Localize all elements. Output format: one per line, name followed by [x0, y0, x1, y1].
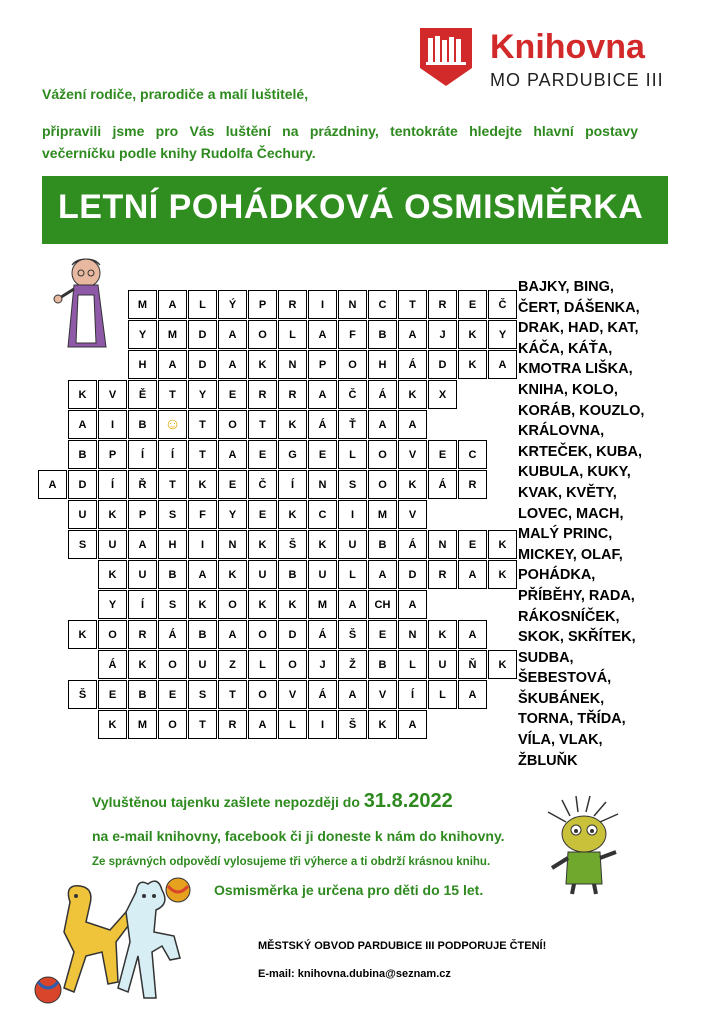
grid-cell: M — [158, 320, 187, 349]
word-list-item: PŘÍBĚHY, RADA, — [518, 587, 635, 604]
grid-cell: Á — [398, 530, 427, 559]
grid-cell: N — [308, 470, 337, 499]
grid-cell: V — [98, 380, 127, 409]
grid-cell: Ť — [338, 410, 367, 439]
grid-cell: T — [248, 410, 277, 439]
word-list-item: KVAK, KVĚTY, — [518, 484, 617, 501]
grid-cell: A — [458, 620, 487, 649]
grid-cell: K — [68, 620, 97, 649]
grid-cell: H — [128, 350, 157, 379]
grid-cell: CH — [368, 590, 397, 619]
word-list-item: SKOK, SKŘÍTEK, — [518, 629, 636, 646]
grid-cell: J — [308, 650, 337, 679]
word-list-item: MICKEY, OLAF, — [518, 546, 623, 563]
grid-cell: T — [188, 440, 217, 469]
word-list-item: KORÁB, KOUZLO, — [518, 402, 645, 419]
grid-cell: N — [398, 620, 427, 649]
grid-cell: L — [428, 680, 457, 709]
word-list-item: KRTEČEK, KUBA, — [518, 443, 643, 460]
grid-cell: D — [428, 350, 457, 379]
grid-cell: V — [398, 500, 427, 529]
grid-cell: Á — [158, 620, 187, 649]
grid-cell: U — [248, 560, 277, 589]
grid-cell: C — [368, 290, 397, 319]
grid-cell: Č — [248, 470, 277, 499]
grid-cell: K — [188, 470, 217, 499]
grid-cell: R — [218, 710, 247, 739]
grid-cell: C — [458, 440, 487, 469]
grid-cell: Á — [398, 350, 427, 379]
grid-cell: K — [248, 590, 277, 619]
grid-cell: O — [158, 710, 187, 739]
grid-cell: O — [98, 620, 127, 649]
library-subtitle: MO PARDUBICE III — [490, 70, 664, 90]
grid-cell: A — [398, 590, 427, 619]
grid-cell: E — [218, 380, 247, 409]
grid-cell: K — [488, 530, 517, 559]
grid-cell: A — [218, 440, 247, 469]
grid-cell: P — [248, 290, 277, 319]
grid-cell: Č — [338, 380, 367, 409]
grid-cell: B — [368, 530, 397, 559]
grid-cell: Á — [308, 410, 337, 439]
deadline-date: 31.8.2022 — [363, 790, 453, 812]
grid-cell: Ř — [128, 470, 157, 499]
grid-cell: Ě — [128, 380, 157, 409]
grid-cell: Č — [488, 290, 517, 319]
grid-cell: A — [188, 560, 217, 589]
grid-cell: A — [38, 470, 67, 499]
grid-cell: U — [98, 530, 127, 559]
grid-cell: K — [398, 380, 427, 409]
grid-cell: K — [458, 320, 487, 349]
grid-cell: S — [158, 500, 187, 529]
grid-cell: T — [158, 380, 187, 409]
grid-cell: Á — [308, 680, 337, 709]
grid-cell: Š — [68, 680, 97, 709]
grid-cell: L — [338, 440, 367, 469]
deadline-text: Vyluštěnou tajenku zašlete nepozději do — [92, 794, 360, 810]
grid-cell: Y — [188, 380, 217, 409]
grid-cell: A — [338, 590, 367, 619]
grid-cell: Í — [98, 470, 127, 499]
creature-illustration — [540, 796, 628, 896]
grid-cell: Z — [218, 650, 247, 679]
grid-cell: S — [338, 470, 367, 499]
grid-cell: K — [278, 500, 307, 529]
grid-cell: O — [368, 440, 397, 469]
grid-cell: A — [308, 380, 337, 409]
grid-cell: E — [158, 680, 187, 709]
grid-cell: K — [488, 560, 517, 589]
title-banner — [42, 176, 668, 244]
grid-cell: Í — [128, 590, 157, 619]
word-list-item: RÁKOSNÍČEK, — [518, 608, 620, 625]
grid-cell: Á — [428, 470, 457, 499]
word-list-item: ČERT, DÁŠENKA, — [518, 299, 640, 316]
grid-cell: K — [98, 710, 127, 739]
grid-cell: T — [188, 410, 217, 439]
grid-cell: Í — [278, 470, 307, 499]
grid-cell: P — [128, 500, 157, 529]
grid-cell: O — [248, 320, 277, 349]
grid-cell: I — [308, 290, 337, 319]
grid-cell: B — [158, 560, 187, 589]
grid-cell: U — [428, 650, 457, 679]
grid-cell: H — [368, 350, 397, 379]
grid-cell: X — [428, 380, 457, 409]
page-title: LETNÍ POHÁDKOVÁ OSMISMĚRKA — [58, 188, 644, 226]
grid-cell: U — [188, 650, 217, 679]
grid-cell: R — [128, 620, 157, 649]
contact-email[interactable]: E-mail: knihovna.dubina@seznam.cz — [258, 968, 451, 980]
grid-cell: Ý — [218, 290, 247, 319]
grid-cell: A — [128, 530, 157, 559]
grid-cell: O — [248, 680, 277, 709]
grid-cell: T — [158, 470, 187, 499]
library-logo-icon — [420, 28, 472, 86]
word-list-item: SUDBA, — [518, 649, 574, 666]
word-list-item: KMOTRA LIŠKA, — [518, 361, 633, 378]
grid-cell: B — [128, 410, 157, 439]
grid-cell: S — [188, 680, 217, 709]
age-line: Osmisměrka je určena pro děti do 15 let. — [214, 882, 484, 898]
grid-cell: I — [338, 500, 367, 529]
grid-cell: S — [68, 530, 97, 559]
grid-cell: M — [128, 290, 157, 319]
grid-cell: Á — [368, 380, 397, 409]
grid-cell: S — [158, 590, 187, 619]
grid-cell: G — [278, 440, 307, 469]
grid-cell: O — [248, 620, 277, 649]
word-list-item: KÁČA, KÁŤA, — [518, 340, 613, 357]
grid-cell: I — [98, 410, 127, 439]
grid-cell: K — [308, 530, 337, 559]
word-list-item: POHÁDKA, — [518, 567, 596, 584]
grid-cell: N — [218, 530, 247, 559]
grid-cell: O — [218, 590, 247, 619]
grid-cell: O — [218, 410, 247, 439]
word-list-item: KRÁLOVNA, — [518, 423, 605, 440]
grid-cell: V — [278, 680, 307, 709]
grid-cell: Á — [308, 620, 337, 649]
grid-cell: A — [68, 410, 97, 439]
grid-cell: K — [188, 590, 217, 619]
grid-cell: K — [98, 560, 127, 589]
grid-cell: E — [218, 470, 247, 499]
grid-cell: K — [248, 530, 277, 559]
grid-cell: A — [368, 560, 397, 589]
grid-cell: Y — [98, 590, 127, 619]
grid-cell: A — [218, 350, 247, 379]
grid-cell: N — [428, 530, 457, 559]
grid-cell: D — [68, 470, 97, 499]
grid-cell: H — [158, 530, 187, 559]
grid-cell: B — [368, 650, 397, 679]
grid-cell: A — [308, 320, 337, 349]
grid-cell: B — [68, 440, 97, 469]
word-list-item: MALÝ PRINC, — [518, 526, 613, 543]
intro-text: připravili jsme pro Vás luštění na prázdniny, tentokráte hledejte hlavní postavy večerníčku podle knihy Rudolfa Čechury. — [42, 123, 638, 161]
grid-cell: U — [68, 500, 97, 529]
grid-cell: Y — [218, 500, 247, 529]
grid-cell: A — [218, 620, 247, 649]
grid-cell: M — [368, 500, 397, 529]
grid-cell: A — [248, 710, 277, 739]
grid-cell: R — [428, 290, 457, 319]
grid-cell: Ž — [338, 650, 367, 679]
grid-cell: Í — [158, 440, 187, 469]
grid-cell: E — [428, 440, 457, 469]
grid-cell: Y — [128, 320, 157, 349]
grid-cell: K — [128, 650, 157, 679]
grid-cell: B — [128, 680, 157, 709]
grid-cell: O — [158, 650, 187, 679]
grid-cell: L — [278, 710, 307, 739]
grid-cell: K — [98, 500, 127, 529]
prize-line: Ze správných odpovědí vylosujeme tři výherce a ti obdrží krásnou knihu. — [92, 856, 491, 868]
submission-line: na e-mail knihovny, facebook či ji doneste k nám do knihovny. — [92, 828, 505, 844]
grid-cell: A — [338, 680, 367, 709]
grid-cell: P — [308, 350, 337, 379]
grid-cell: E — [98, 680, 127, 709]
deadline-line — [92, 790, 453, 813]
grid-cell: A — [458, 680, 487, 709]
grid-cell: L — [188, 290, 217, 319]
grid-cell: L — [278, 320, 307, 349]
grid-cell: R — [248, 380, 277, 409]
grid-cell: D — [188, 350, 217, 379]
grid-cell: E — [368, 620, 397, 649]
grid-cell: U — [128, 560, 157, 589]
word-list-item: KNIHA, KOLO, — [518, 381, 618, 398]
support-statement: MĚSTSKÝ OBVOD PARDUBICE III PODPORUJE ČTENÍ! — [258, 940, 547, 952]
grid-cell: M — [128, 710, 157, 739]
grid-cell: D — [398, 560, 427, 589]
grid-cell: K — [218, 560, 247, 589]
grid-cell: Í — [128, 440, 157, 469]
grid-cell: L — [398, 650, 427, 679]
grid-cell: U — [338, 530, 367, 559]
grid-cell: Š — [278, 530, 307, 559]
grid-cell: R — [278, 380, 307, 409]
grid-cell: Á — [98, 650, 127, 679]
grid-cell: O — [338, 350, 367, 379]
word-list-item: TORNA, TŘÍDA, — [518, 711, 626, 728]
grid-cell: E — [308, 440, 337, 469]
word-list-item: DRAK, HAD, KAT, — [518, 320, 639, 337]
grid-cell: Y — [488, 320, 517, 349]
grid-cell: I — [188, 530, 217, 559]
grid-cell: K — [278, 590, 307, 619]
grid-cell: A — [458, 560, 487, 589]
grid-cell: R — [428, 560, 457, 589]
grid-cell: O — [368, 470, 397, 499]
library-name: Knihovna — [490, 28, 645, 66]
grid-cell: T — [218, 680, 247, 709]
grid-cell: K — [458, 350, 487, 379]
grid-cell: C — [308, 500, 337, 529]
grid-cell: V — [368, 680, 397, 709]
grid-cell: J — [428, 320, 457, 349]
grid-cell: N — [278, 350, 307, 379]
grid-cell: Í — [398, 680, 427, 709]
grid-cell: A — [398, 320, 427, 349]
grid-cell: A — [158, 290, 187, 319]
grid-cell: K — [68, 380, 97, 409]
grid-cell: Š — [338, 620, 367, 649]
grid-cell: A — [398, 410, 427, 439]
word-list-item: KUBULA, KUKY, — [518, 464, 631, 481]
grid-cell: A — [398, 710, 427, 739]
word-list — [518, 277, 644, 771]
grid-cell: K — [488, 650, 517, 679]
word-list-item: ŽBLUŇK — [518, 752, 578, 769]
grid-cell: K — [428, 620, 457, 649]
grid-cell: B — [278, 560, 307, 589]
word-list-item: LOVEC, MACH, — [518, 505, 624, 522]
grid-cell: E — [248, 440, 277, 469]
grid-cell: K — [368, 710, 397, 739]
greeting: Vážení rodiče, prarodiče a malí luštitelé, — [42, 86, 309, 102]
grid-cell: Š — [338, 710, 367, 739]
grid-cell: P — [98, 440, 127, 469]
grid-cell: K — [398, 470, 427, 499]
grid-cell: R — [278, 290, 307, 319]
grid-cell: A — [488, 350, 517, 379]
grid-cell: T — [398, 290, 427, 319]
word-list-item: ŠEBESTOVÁ, — [518, 670, 612, 687]
word-list-item: BAJKY, BING, — [518, 279, 614, 295]
grid-cell: B — [368, 320, 397, 349]
grid-cell: F — [188, 500, 217, 529]
grid-cell: K — [278, 410, 307, 439]
grid-cell: M — [308, 590, 337, 619]
grid-cell: N — [338, 290, 367, 319]
word-search-grid — [38, 290, 510, 746]
grid-cell: E — [248, 500, 277, 529]
word-list-item: ŠKUBÁNEK, — [518, 690, 605, 707]
grid-cell: I — [308, 710, 337, 739]
grid-cell: K — [248, 350, 277, 379]
grid-cell: E — [458, 290, 487, 319]
grid-cell: A — [218, 320, 247, 349]
grid-cell: L — [338, 560, 367, 589]
grid-cell: A — [368, 410, 397, 439]
grid-cell: A — [158, 350, 187, 379]
word-list-item: VÍLA, VLAK, — [518, 732, 603, 749]
grid-cell: V — [398, 440, 427, 469]
grid-cell: R — [458, 470, 487, 499]
grid-cell: U — [308, 560, 337, 589]
dog-and-cat-illustration — [30, 872, 220, 1012]
grid-cell: D — [188, 320, 217, 349]
grid-cell: E — [458, 530, 487, 559]
grid-cell: D — [278, 620, 307, 649]
grid-cell: O — [278, 650, 307, 679]
grid-cell: L — [248, 650, 277, 679]
grid-cell: B — [188, 620, 217, 649]
grid-cell: T — [188, 710, 217, 739]
smiley-icon-cell: ☺ — [158, 410, 187, 439]
grid-cell: Ň — [458, 650, 487, 679]
grid-cell: F — [338, 320, 367, 349]
